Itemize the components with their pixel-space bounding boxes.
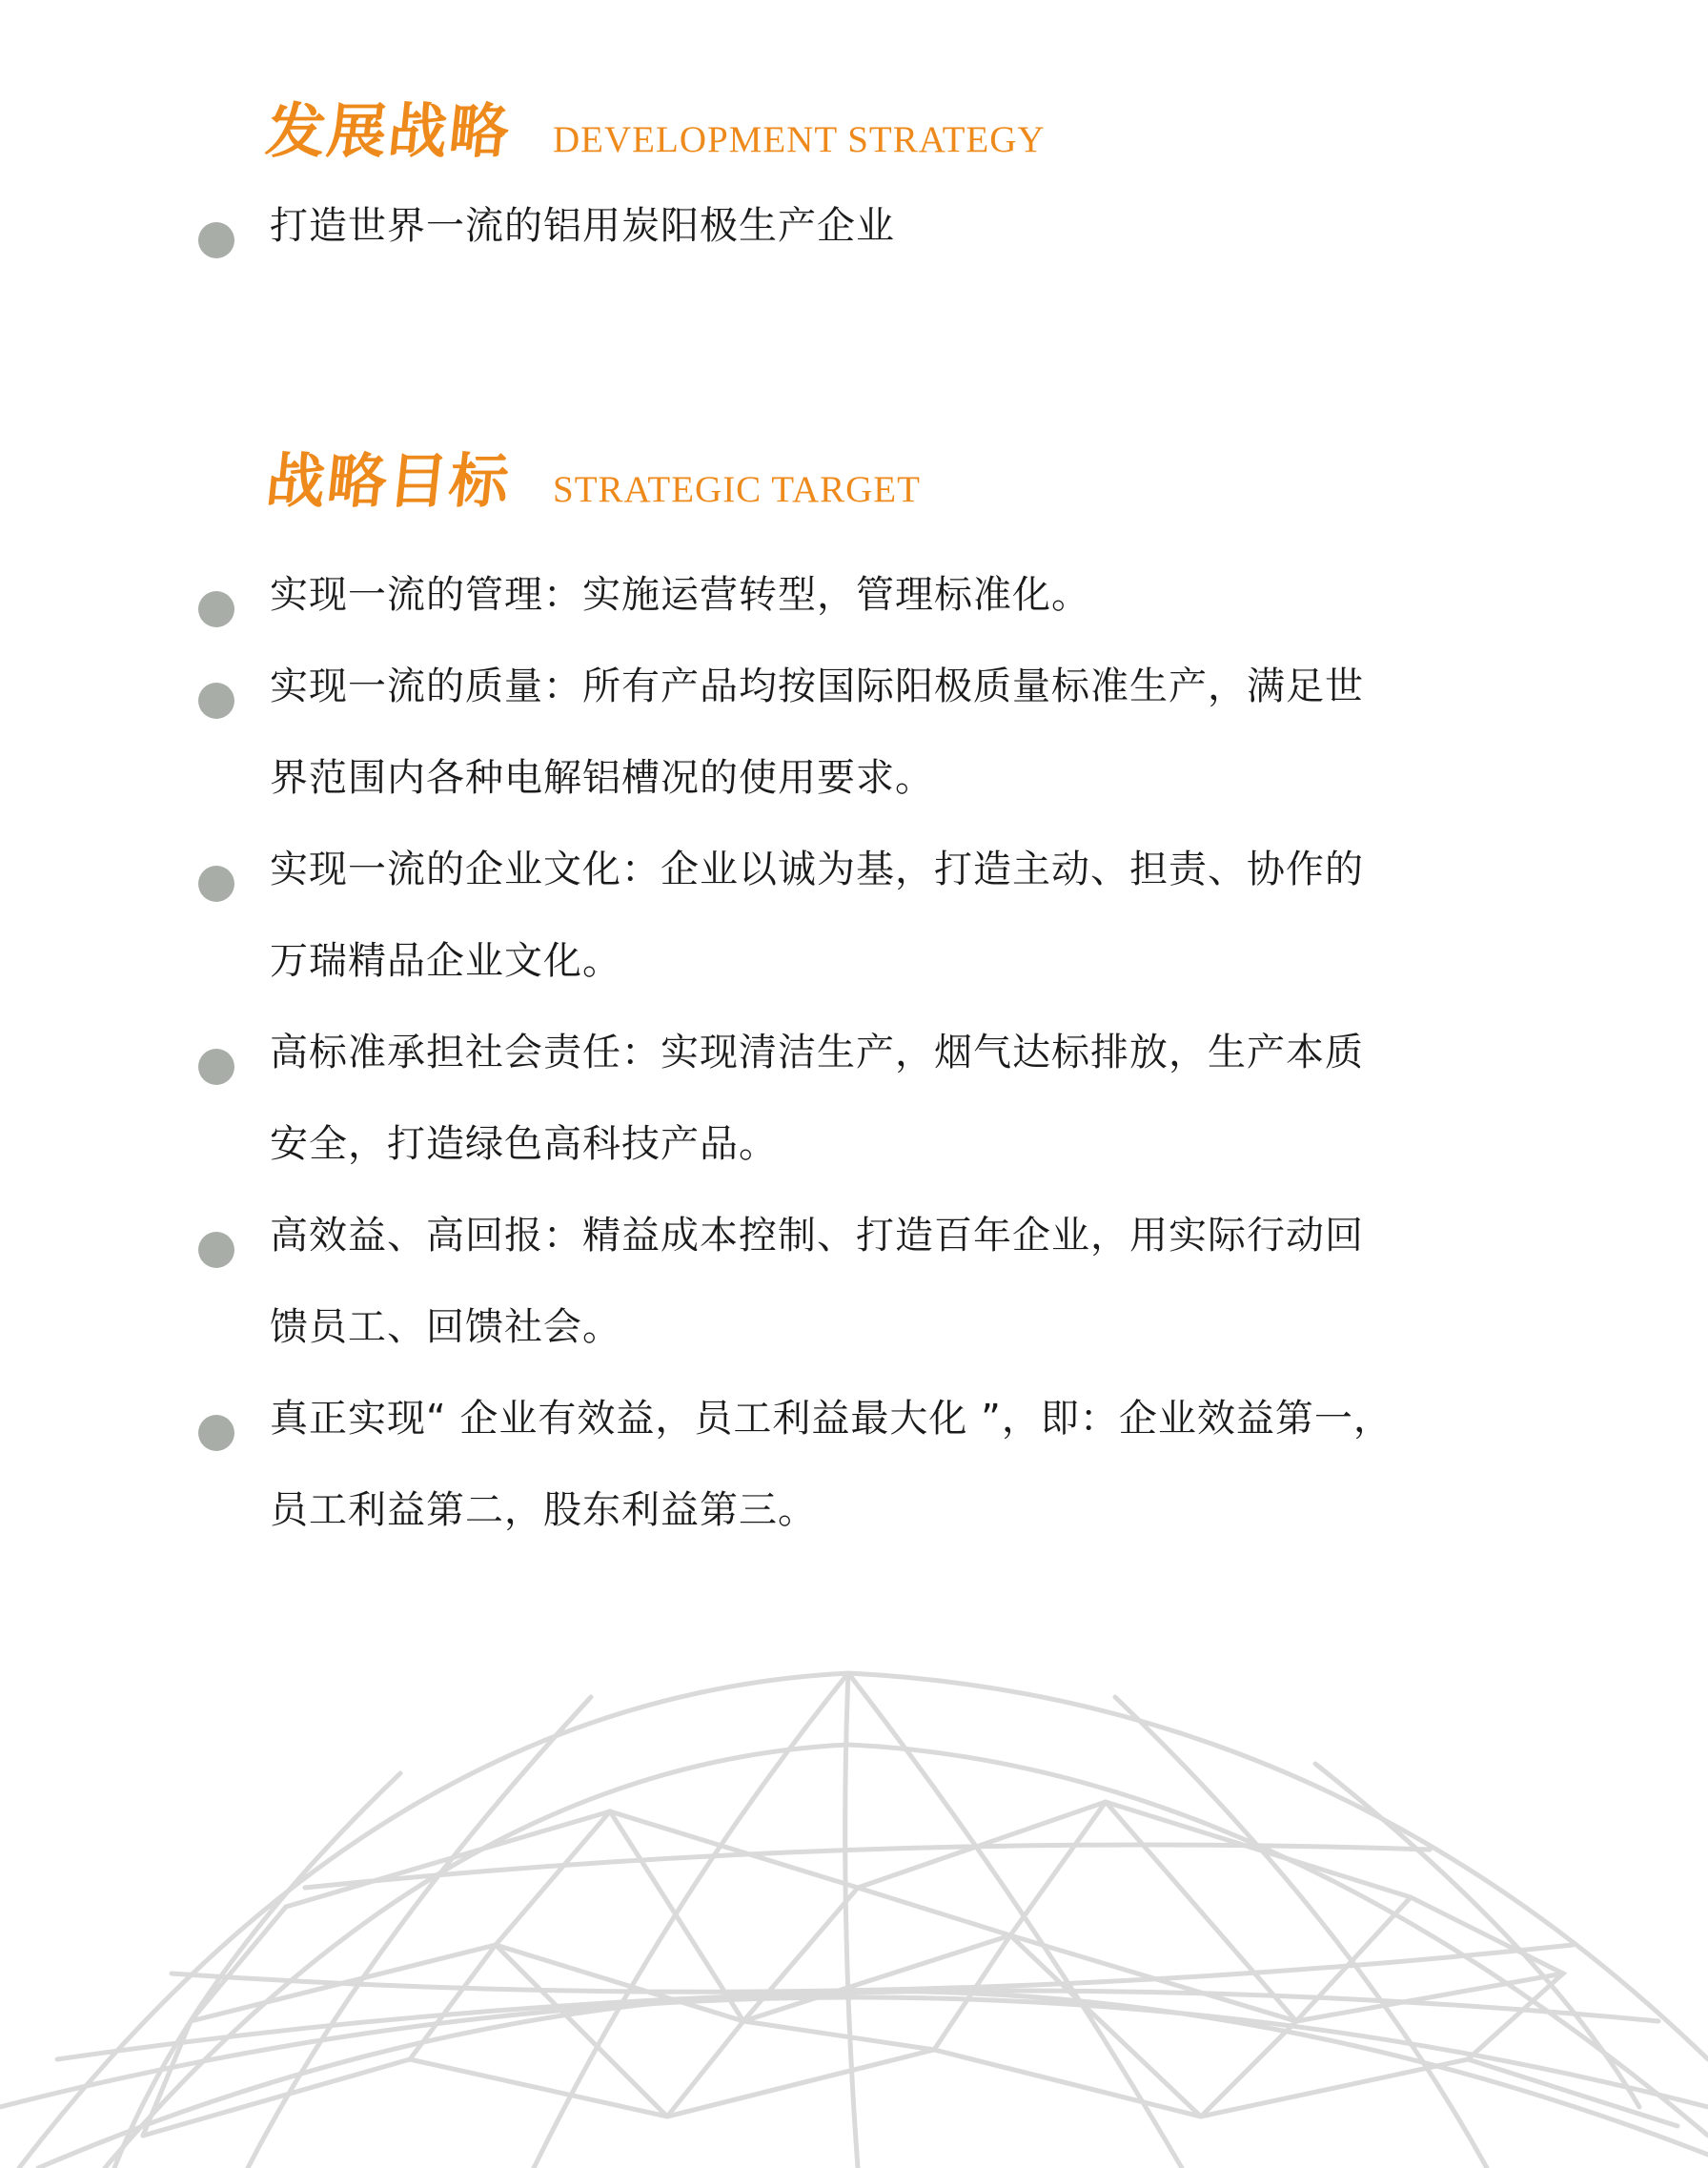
list-item-text bbox=[270, 180, 1452, 272]
list-item-text bbox=[270, 824, 1452, 1007]
list-item-line: 界范围内各种电解铝槽况的使用要求。 bbox=[270, 756, 934, 800]
list-item-line: 高标准承担社会责任：实现清洁生产，烟气达标排放，生产本质 bbox=[270, 1031, 1364, 1074]
bullet-icon bbox=[198, 1415, 234, 1451]
bullet-icon bbox=[198, 1049, 234, 1085]
globe-network-icon bbox=[0, 1659, 1708, 2168]
list-item-line: 实现一流的质量：所有产品均按国际阳极质量标准生产，满足世 bbox=[270, 665, 1364, 708]
list-item-line: 安全，打造绿色高科技产品。 bbox=[270, 1122, 778, 1166]
section-title-en: DEVELOPMENT STRATEGY bbox=[553, 119, 1046, 160]
list-item-line: 高效益、高回报：精益成本控制、打造百年企业，用实际行动回 bbox=[270, 1214, 1364, 1258]
section-title-cn: 战略目标 bbox=[262, 446, 515, 516]
section-title-cn: 发展战略 bbox=[262, 96, 515, 166]
list-item-line: 真正实现“ 企业有效益，员工利益最大化 ”，即：企业效益第一， bbox=[270, 1397, 1393, 1441]
section-heading-strategic-target bbox=[262, 434, 921, 519]
list-item-line: 万瑞精品企业文化。 bbox=[270, 939, 621, 983]
bullet-icon bbox=[198, 683, 234, 719]
list-item-text bbox=[270, 549, 1452, 641]
list-item-text bbox=[270, 641, 1452, 824]
list-item-line: 员工利益第二，股东利益第三。 bbox=[270, 1488, 817, 1532]
list-item-line: 打造世界一流的铝用炭阳极生产企业 bbox=[270, 204, 895, 248]
list-item-text bbox=[270, 1190, 1452, 1373]
section-heading-development-strategy bbox=[262, 84, 1046, 169]
bullet-icon bbox=[198, 222, 234, 258]
bullet-icon bbox=[198, 591, 234, 627]
list-item-line: 馈员工、回馈社会。 bbox=[270, 1305, 621, 1349]
list-item-line: 实现一流的企业文化：企业以诚为基，打造主动、担责、协作的 bbox=[270, 848, 1364, 891]
list-item-line: 实现一流的管理：实施运营转型，管理标准化。 bbox=[270, 573, 1090, 617]
list-item-text bbox=[270, 1373, 1452, 1556]
bullet-icon bbox=[198, 1232, 234, 1268]
section-title-en: STRATEGIC TARGET bbox=[553, 469, 921, 510]
list-item-text bbox=[270, 1007, 1452, 1190]
bullet-icon bbox=[198, 866, 234, 902]
